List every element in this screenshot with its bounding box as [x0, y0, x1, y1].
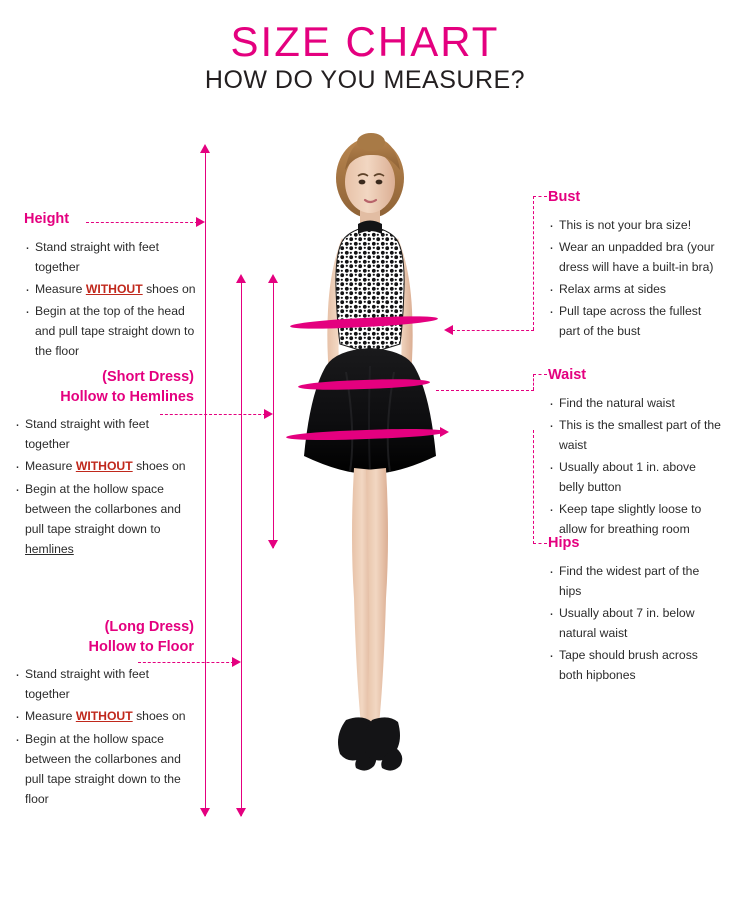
- hollow-to-hemlines-arrow-top: [268, 274, 278, 283]
- hollow-to-floor-arrow-bottom: [236, 808, 246, 817]
- hemlines-bullet-1: · Stand straight with feet together: [14, 414, 194, 454]
- floor-emphasis: WITHOUT: [75, 709, 133, 724]
- height-bullet-3: · Begin at the top of the head and pull tape straight down to the floor: [24, 301, 199, 361]
- hips-leader-tick: [533, 543, 547, 544]
- bust-leader-line: [452, 330, 534, 331]
- bust-block: [548, 188, 724, 343]
- bust-bullet-2: · Wear an unpadded bra (your dress will have a built-in bra): [548, 237, 724, 277]
- height-arrow-top: [200, 144, 210, 153]
- bust-leader-arrow: [444, 325, 453, 335]
- bust-title: Bust: [548, 189, 581, 205]
- model-illustration: [250, 120, 490, 880]
- waist-leader-line: [436, 390, 534, 391]
- waist-leader-vertical: [533, 374, 534, 390]
- hollow-to-floor-block: [14, 618, 194, 811]
- bust-bullets: [548, 215, 724, 342]
- hips-leader-vertical: [533, 430, 534, 544]
- floor-leader-arrow: [232, 657, 241, 667]
- waist-bullet-2: · This is the smallest part of the waist: [548, 415, 724, 455]
- page-subtitle: HOW DO YOU MEASURE?: [204, 66, 526, 94]
- hemlines-bullet-2: · Measure WITHOUT shoes on: [14, 456, 194, 476]
- hollow-to-floor-arrow-top: [236, 274, 246, 283]
- hips-block: [548, 534, 724, 687]
- waist-bullet-1: · Find the natural waist: [548, 393, 724, 413]
- bust-bullet-4: · Pull tape across the fullest part of the bust: [548, 301, 724, 341]
- hemlines-leader-arrow: [264, 409, 273, 419]
- height-bullets: [24, 237, 199, 362]
- waist-leader-tick: [533, 374, 547, 375]
- floor-title: [14, 618, 194, 657]
- hips-tape-arrow: [440, 427, 449, 437]
- hemlines-title: [14, 368, 194, 407]
- height-bullet-2: · Measure WITHOUT shoes on: [24, 279, 199, 299]
- hemlines-title-line1: (Short Dress): [102, 369, 194, 385]
- hemlines-emphasis: WITHOUT: [75, 459, 133, 474]
- hips-bullet-2: · Usually about 7 in. below natural waist: [548, 603, 724, 643]
- hemlines-title-line2: Hollow to Hemlines: [60, 388, 194, 405]
- bust-bullet-1: · This is not your bra size!: [548, 215, 724, 235]
- floor-title-line1: (Long Dress): [104, 619, 194, 635]
- height-block: [24, 210, 199, 363]
- height-bullet-1: · Stand straight with feet together: [24, 237, 199, 277]
- hollow-to-hemlines-block: [14, 368, 194, 561]
- waist-bullet-4: · Keep tape slightly loose to allow for breathing room: [548, 499, 724, 539]
- waist-title: Waist: [548, 367, 587, 383]
- hemlines-bullet-3: · Begin at the hollow space between the collarbones and pull tape straight down to hemlines: [14, 479, 194, 560]
- floor-bullets: [14, 664, 194, 809]
- floor-title-line2: Hollow to Floor: [88, 638, 194, 655]
- floor-bullet-2: · Measure WITHOUT shoes on: [14, 706, 194, 726]
- hollow-to-hemlines-line: [273, 282, 274, 548]
- waist-bullet-3: · Usually about 1 in. above belly button: [548, 457, 724, 497]
- hips-bullets: [548, 561, 724, 686]
- hollow-to-hemlines-arrow-bottom: [268, 540, 278, 549]
- height-title: Height: [24, 211, 70, 227]
- height-arrow-bottom: [200, 808, 210, 817]
- hemlines-bullets: [14, 414, 194, 559]
- waist-bullets: [548, 393, 724, 540]
- height-emphasis: WITHOUT: [85, 281, 143, 296]
- hollow-to-floor-line: [241, 282, 242, 816]
- bust-leader-tick: [533, 196, 547, 197]
- bust-bullet-3: · Relax arms at sides: [548, 279, 724, 299]
- height-measure-line: [205, 152, 206, 816]
- waist-block: [548, 366, 724, 541]
- floor-bullet-3: · Begin at the hollow space between the collarbones and pull tape straight down to the floor: [14, 729, 194, 810]
- page-title: SIZE CHART: [230, 18, 500, 65]
- hips-title: Hips: [548, 535, 580, 551]
- hips-bullet-1: · Find the widest part of the hips: [548, 561, 724, 601]
- bust-leader-vertical: [533, 196, 534, 330]
- floor-bullet-1: · Stand straight with feet together: [14, 664, 194, 704]
- hemlines-tail: hemlines: [25, 541, 74, 556]
- hips-bullet-3: · Tape should brush across both hipbones: [548, 645, 724, 685]
